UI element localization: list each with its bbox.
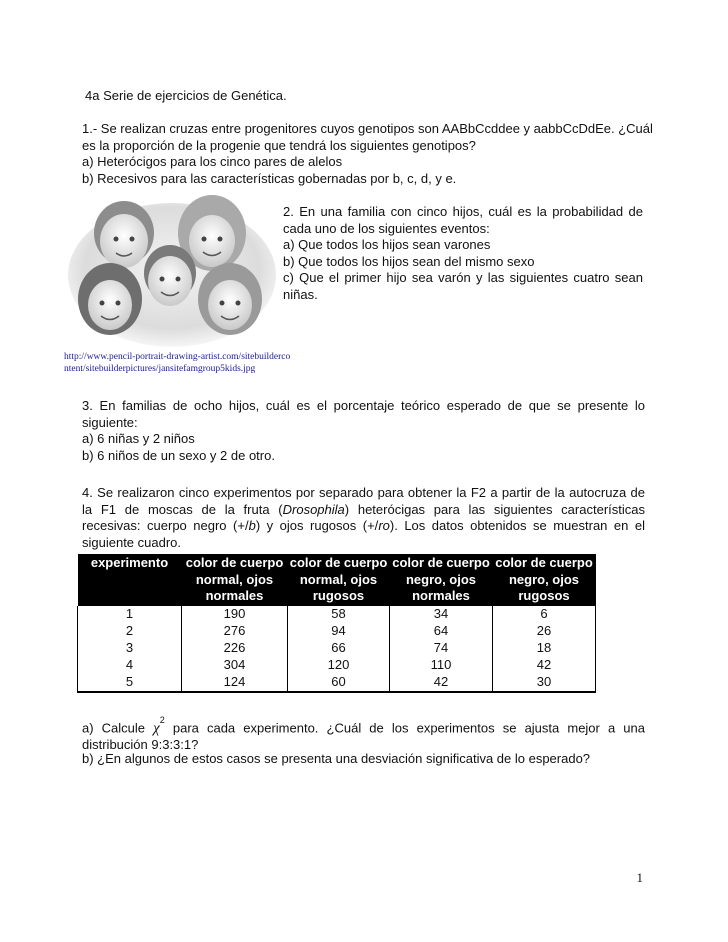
page-number: 1 [636,870,643,885]
question-4-mid2: ) y ojos rugosos (+/ [255,518,379,533]
table-row [78,674,596,692]
table-cell: 120 [288,657,390,674]
table-cell: 4 [78,657,182,674]
question-4-mid: ) heterócigas para las siguientes características recesivas: cuerpo negro (+/ [82,501,645,533]
header-normal-rugosos: color de cuerpo normal, ojos rugosos [288,554,390,606]
table-row [78,623,596,640]
chi-symbol: χ [153,720,160,737]
table-row [78,657,596,674]
table-cell: 74 [390,640,493,657]
part-a-post: para cada experimento. ¿Cuál de los experimentos se ajusta mejor a una distribución 9:3:3:1? [82,720,645,752]
question-3-item-b: b) 6 niños de un sexo y 2 de otro. [82,447,275,463]
species-name: Drosophila [282,501,345,517]
allele-ro: ro [378,518,390,533]
table-cell: 66 [288,640,390,657]
question-3-text: 3. En familias de ocho hijos, cuál es el porcentaje teórico esperado de que se presente lo siguiente: [82,398,645,430]
table-cell: 60 [288,674,390,692]
part-a-pre: a) Calcule [82,720,154,736]
children-portrait-image [66,195,278,347]
table-cell: 30 [493,674,596,692]
header-negro-normales: color de cuerpo negro, ojos normales [390,554,493,606]
question-3 [82,398,645,464]
question-1-line-2: es la proporción de la progenie que tendrá los siguientes genotipos? [82,137,476,153]
table-cell: 42 [390,674,493,692]
header-negro-rugosos: color de cuerpo negro, ojos rugosos [493,554,596,606]
header-experiment: experimento [78,554,182,606]
question-2-text: 2. En una familia con cinco hijos, cuál es la probabilidad de cada uno de los siguientes eventos: [283,204,643,236]
document-title: 4a Serie de ejercicios de Genética. [85,88,287,103]
table-cell: 64 [390,623,493,640]
table-cell: 34 [390,606,493,623]
question-2-item-b: b) Que todos los hijos sean del mismo sexo [283,253,535,269]
table-cell: 26 [493,623,596,640]
question-1-item-a: a) Heterócigos para los cinco pares de alelos [82,154,343,169]
question-1-line-1: 1.- Se realizan cruzas entre progenitores cuyos genotipos son AABbCcddee y aabbCcDdEe. ¿Cuál [82,121,653,136]
question-2-item-a: a) Que todos los hijos sean varones [283,237,491,252]
table-cell: 124 [182,674,288,692]
table-cell: 6 [493,606,596,623]
question-2-item-c: c) Que el primer hijo sea varón y las siguientes cuatro sean niñas. [283,270,643,302]
question-4-post: ). Los datos obtenidos se muestran en el siguiente cuadro. [82,518,646,550]
table-cell: 110 [390,657,493,674]
table-cell: 2 [78,623,182,640]
allele-b: b [248,518,256,533]
table-header-row [78,554,596,606]
table-cell: 18 [493,640,596,657]
chi-exponent: 2 [159,715,165,725]
table-cell: 42 [493,657,596,674]
table-cell: 5 [78,674,182,692]
table-row [78,640,596,657]
table-cell: 3 [78,640,182,657]
pencil-portrait-drawing [66,195,278,347]
table-cell: 226 [182,640,288,657]
table-cell: 190 [182,606,288,623]
table-row [78,606,596,623]
question-4-part-b: b) ¿En algunos de estos casos se presenta una desviación significativa de lo esperado? [82,751,591,766]
table-cell: 276 [182,623,288,640]
question-1-item-b: b) Recesivos para las características gobernadas por b, c, d, y e. [82,170,457,186]
data-table [77,554,595,697]
image-source-link[interactable]: http://www.pencil-portrait-drawing-artist.com/sitebuildercontent/sitebuilderpictures/jansitefamgroup5kids.jpg [64,352,291,374]
question-4-text [82,485,645,551]
table-cell: 94 [288,623,390,640]
question-2 [283,204,643,303]
question-4-part-a [82,716,645,753]
header-normal-normal: color de cuerpo normal, ojos normales [182,554,288,606]
question-4-pre: 4. Se realizaron cinco experimentos por separado para obtener la F2 a partir de la autocruza de la F1 de moscas de la fruta ( [82,485,645,517]
table-cell: 1 [78,606,182,623]
table-cell: 58 [288,606,390,623]
question-1 [82,121,653,187]
table-cell: 304 [182,657,288,674]
question-3-item-a: a) 6 niñas y 2 niños [82,431,195,446]
